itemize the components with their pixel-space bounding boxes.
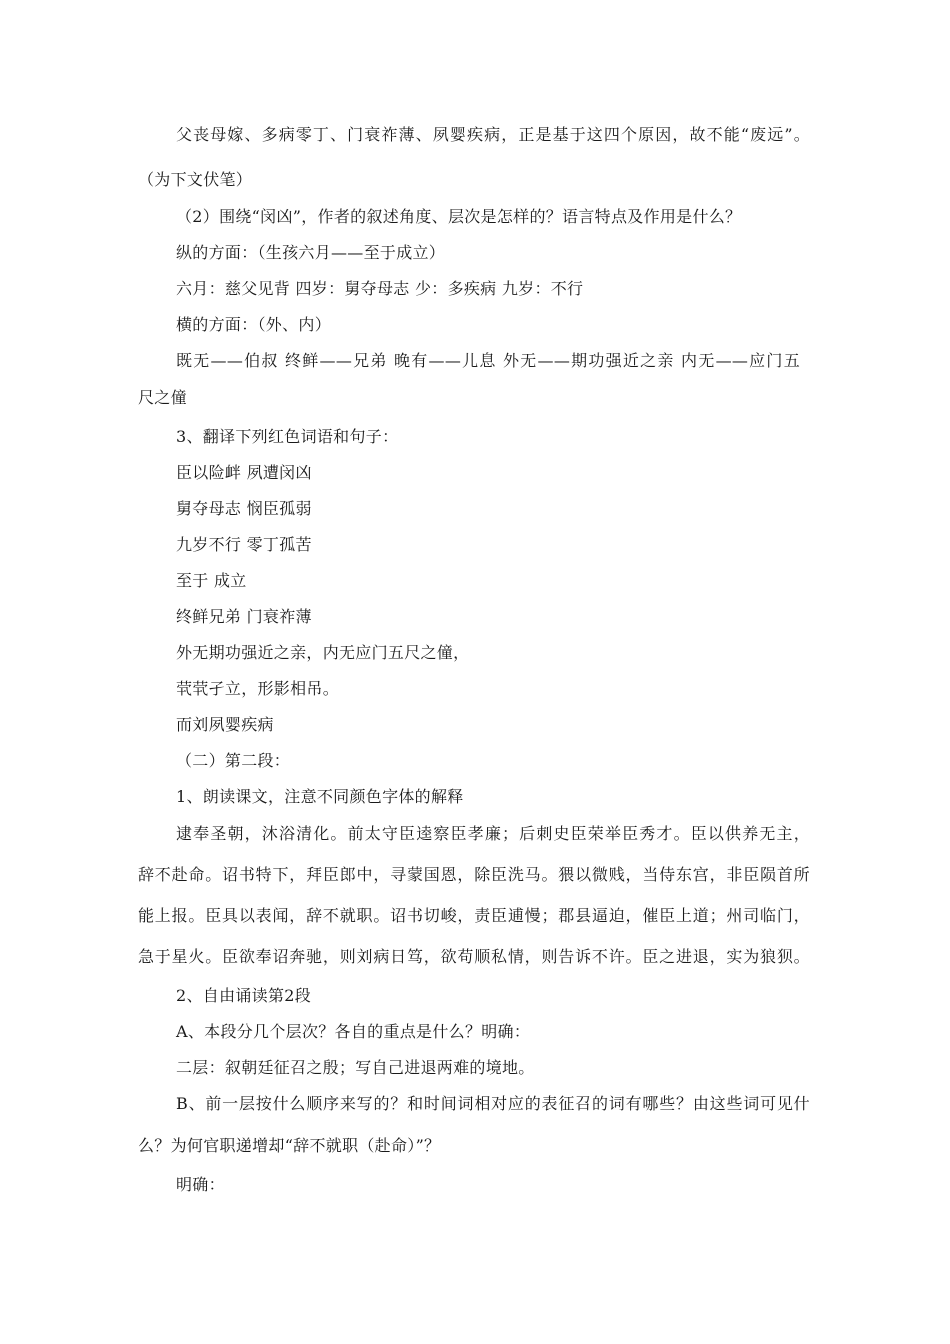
text-line: 二层：叙朝廷征召之殷；写自己进退两难的境地。 bbox=[176, 1058, 535, 1077]
text-line: 辞不赴命。诏书特下，拜臣郎中，寻蒙国恩，除臣洗马。猥以微贱，当侍东宫，非臣陨首所 bbox=[138, 865, 810, 884]
text-line: 能上报。臣具以表闻，辞不就职。诏书切峻，责臣逋慢；郡县逼迫，催臣上道；州司临门， bbox=[138, 906, 810, 925]
section-heading: （二）第二段： bbox=[176, 751, 291, 770]
text-line: A、本段分几个层次？各自的重点是什么？明确： bbox=[176, 1022, 531, 1041]
text-line: 明确： bbox=[176, 1175, 225, 1194]
text-line: 外无期功强近之亲，内无应门五尺之僮， bbox=[176, 643, 470, 662]
text-line: 尺之僮 bbox=[138, 388, 187, 407]
text-line: 纵的方面：（生孩六月——至于成立） bbox=[176, 243, 446, 262]
text-line: 逮奉圣朝，沐浴清化。前太守臣逵察臣孝廉；后刺史臣荣举臣秀才。臣以供养无主， bbox=[176, 824, 810, 843]
text-line: 2、自由诵读第2段 bbox=[176, 986, 312, 1005]
text-line: 既无——伯叔 终鲜——兄弟 晚有——儿息 外无——期功强近之亲 内无——应门五 bbox=[176, 351, 800, 370]
text-line: B、前一层按什么顺序来写的？和时间词相对应的表征召的词有哪些？由这些词可见什 bbox=[176, 1094, 810, 1113]
text-line: 舅夺母志 悯臣孤弱 bbox=[176, 499, 312, 518]
text-line: 急于星火。臣欲奉诏奔驰，则刘病日笃，欲苟顺私情，则告诉不许。臣之进退，实为狼狈。 bbox=[138, 947, 810, 966]
text-line: 3、翻译下列红色词语和句子： bbox=[176, 427, 399, 446]
text-line: 茕茕孑立，形影相吊。 bbox=[176, 679, 340, 698]
text-line: 至于 成立 bbox=[176, 571, 247, 590]
text-line: 么？为何官职递增却“辞不就职（赴命）”？ bbox=[138, 1136, 441, 1155]
text-line: 臣以险衅 夙遭闵凶 bbox=[176, 463, 312, 482]
text-line: 终鲜兄弟 门衰祚薄 bbox=[176, 607, 312, 626]
text-line: 1、朗读课文，注意不同颜色字体的解释 bbox=[176, 787, 464, 806]
text-line: （为下文伏笔） bbox=[138, 170, 253, 189]
text-line: 而刘夙婴疾病 bbox=[176, 715, 274, 734]
text-line: 九岁不行 零丁孤苦 bbox=[176, 535, 312, 554]
text-line: （2）围绕“闵凶”，作者的叙述角度、层次是怎样的？语言特点及作用是什么？ bbox=[176, 207, 742, 226]
text-line: 六月：慈父见背 四岁：舅夺母志 少：多疾病 九岁：不行 bbox=[176, 279, 584, 298]
text-line: 横的方面：（外、内） bbox=[176, 315, 332, 334]
text-line: 父丧母嫁、多病零丁、门衰祚薄、夙婴疾病，正是基于这四个原因，故不能“废远”。 bbox=[176, 125, 810, 144]
